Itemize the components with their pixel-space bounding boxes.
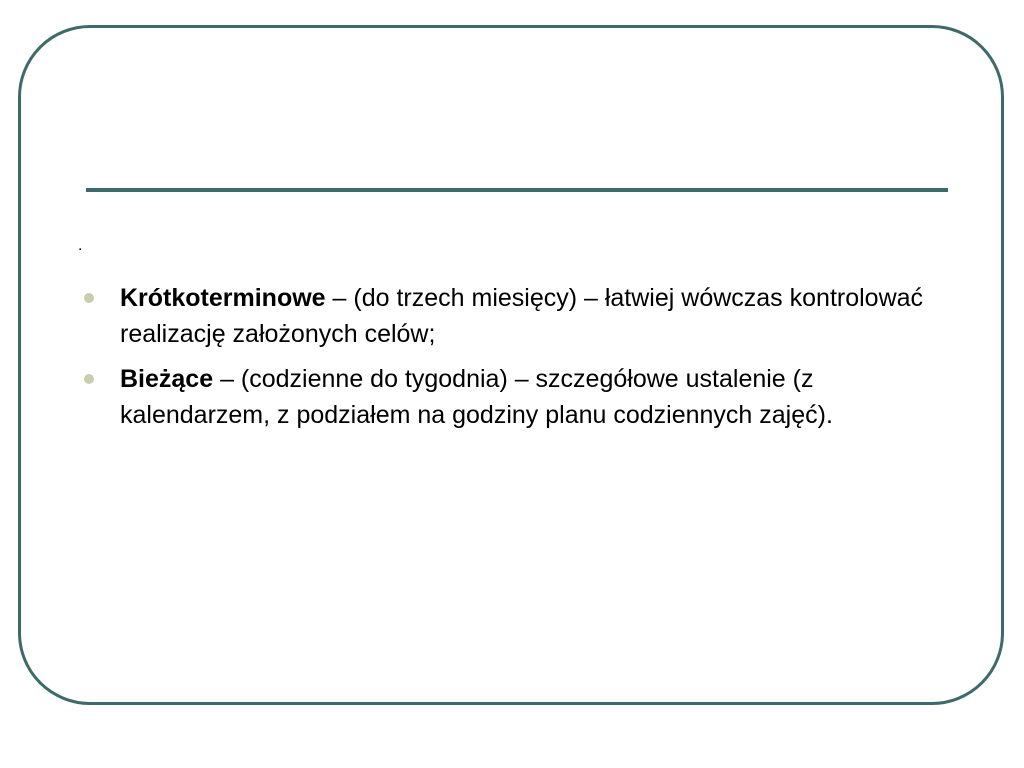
bullet-item-short-term [84, 280, 964, 352]
bullet-icon [84, 374, 94, 384]
bullet-term: Krótkoterminowe [120, 284, 326, 312]
bullet-item-current [84, 361, 964, 433]
title-divider [86, 188, 948, 192]
bullet-icon [84, 293, 94, 303]
bullet-term: Bieżące [120, 365, 214, 393]
bullet-text: – (do trzech miesięcy) – łatwiej wówczas kontrolować realizację założonych celów; [120, 284, 924, 348]
stray-dot: . [78, 237, 83, 254]
bullet-text: – (codzienne do tygodnia) – szczegółowe ustalenie (z kalendarzem, z podziałem na godziny planu codziennych zajęć). [120, 365, 833, 429]
bullet-list [84, 280, 964, 442]
